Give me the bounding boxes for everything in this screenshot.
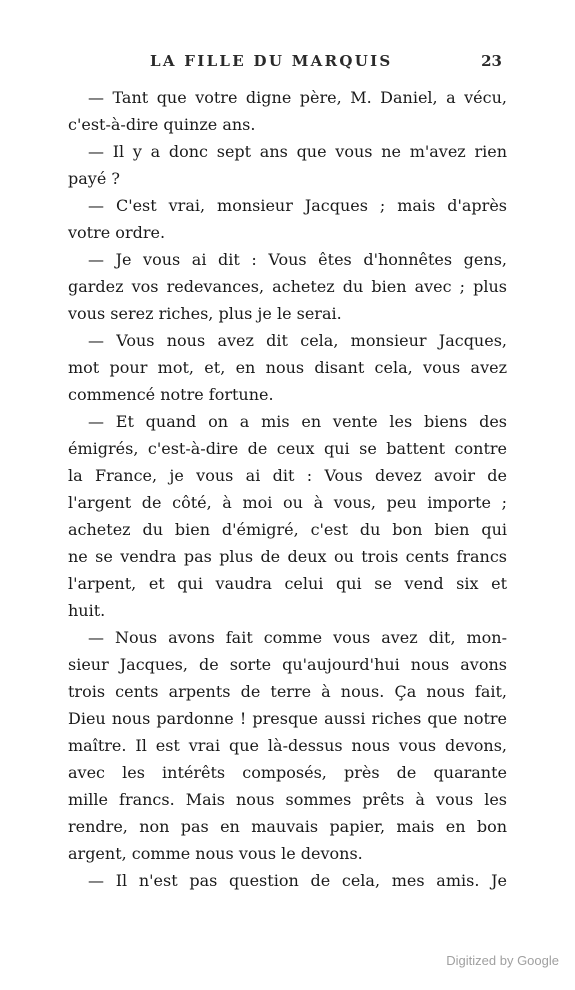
- text-line: ne se vendra pas plus de deux ou trois cents francs: [68, 547, 507, 566]
- text-line: — Tant que votre digne père, M. Daniel, a vécu,: [88, 88, 507, 107]
- page-number: 23: [481, 52, 502, 70]
- text-line: — Il y a donc sept ans que vous ne m'avez rien: [88, 142, 507, 161]
- running-title: LA FILLE DU MARQUIS: [150, 52, 393, 70]
- text-line: avec les intérêts composés, près de quarante: [68, 763, 507, 782]
- text-line: trois cents arpents de terre à nous. Ça nous fait,: [68, 682, 507, 701]
- text-line: huit.: [68, 601, 106, 620]
- text-line: gardez vos redevances, achetez du bien avec ; plus: [68, 277, 507, 296]
- body-text: [68, 84, 507, 894]
- text-line: — Et quand on a mis en vente les biens des: [88, 412, 507, 431]
- text-line: — Vous nous avez dit cela, monsieur Jacques,: [88, 331, 507, 350]
- text-line: sieur Jacques, de sorte qu'aujourd'hui nous avons: [68, 655, 507, 674]
- text-line: l'arpent, et qui vaudra celui qui se vend six et: [68, 574, 507, 593]
- text-line: votre ordre.: [68, 223, 166, 242]
- text-line: — Je vous ai dit : Vous êtes d'honnêtes gens,: [88, 250, 507, 269]
- text-line: mille francs. Mais nous sommes prêts à vous les: [68, 790, 507, 809]
- text-line: commencé notre fortune.: [68, 385, 274, 404]
- text-line: achetez du bien d'émigré, c'est du bon bien qui: [68, 520, 507, 539]
- text-line: maître. Il est vrai que là-dessus nous vous devons,: [68, 736, 507, 755]
- text-line: — Il n'est pas question de cela, mes amis. Je: [88, 871, 507, 890]
- text-line: — C'est vrai, monsieur Jacques ; mais d'après: [88, 196, 507, 215]
- text-line: — Nous avons fait comme vous avez dit, mon-: [88, 628, 507, 647]
- text-line: c'est-à-dire quinze ans.: [68, 115, 256, 134]
- text-line: l'argent de côté, à moi ou à vous, peu importe ;: [68, 493, 507, 512]
- text-line: mot pour mot, et, en nous disant cela, vous avez: [68, 358, 507, 377]
- text-line: Dieu nous pardonne ! presque aussi riches que notre: [68, 709, 507, 728]
- digitized-by-google-watermark: Digitized by Google: [446, 953, 559, 968]
- text-line: vous serez riches, plus je le serai.: [68, 304, 342, 323]
- running-head: [150, 52, 502, 72]
- text-line: rendre, non pas en mauvais papier, mais en bon: [68, 817, 507, 836]
- text-line: émigrés, c'est-à-dire de ceux qui se battent contre: [68, 439, 507, 458]
- text-line: argent, comme nous vous le devons.: [68, 844, 363, 863]
- text-line: la France, je vous ai dit : Vous devez avoir de: [68, 466, 507, 485]
- text-line: payé ?: [68, 169, 120, 188]
